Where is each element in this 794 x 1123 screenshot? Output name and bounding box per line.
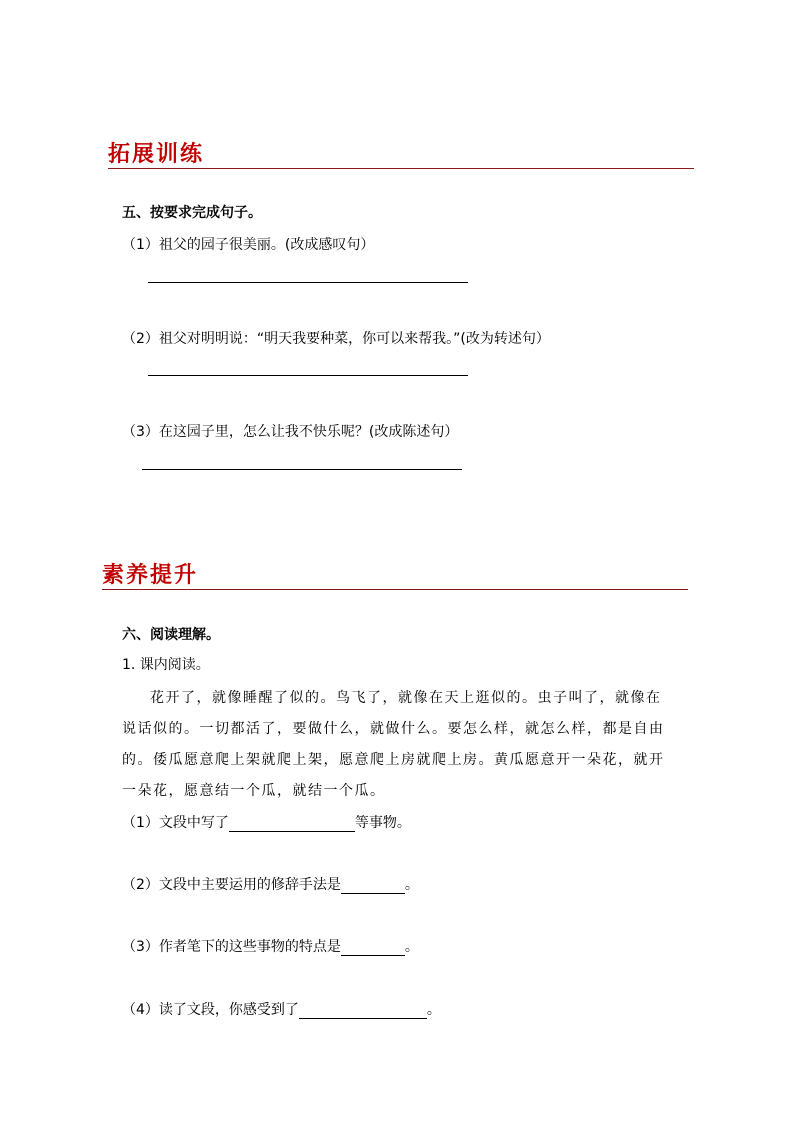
question-five-item-2: （2）祖父对明明说：“明天我要种菜，你可以来帮我。”(改为转述句） — [122, 331, 550, 347]
item-prompt: （1）文段中写了 — [122, 815, 229, 831]
question-five-heading: 五、按要求完成句子。 — [122, 205, 262, 221]
answer-blank[interactable] — [341, 879, 405, 894]
question-five-item-3: （3）在这园子里，怎么让我不快乐呢？(改成陈述句） — [122, 424, 459, 440]
answer-line-5-3[interactable] — [142, 469, 462, 470]
question-six-heading: 六、阅读理解。 — [122, 627, 220, 643]
question-six-item-1 — [122, 814, 411, 832]
item-suffix: 。 — [404, 939, 419, 955]
reading-passage: 花开了，就像睡醒了似的。鸟飞了，就像在天上逛似的。虫子叫了，就像在说话似的。一切都活了，要做什么，就做什么。要怎么样，就怎么样，都是自由的。倭瓜愿意爬上架就爬上架，愿意爬上房就爬上房。黄瓜愿意开一朵花，就开一朵花，愿意结一个瓜，就结一个瓜。 — [122, 690, 665, 799]
item-suffix: 。 — [404, 877, 419, 893]
item-prompt: （3）作者笔下的这些事物的特点是 — [122, 939, 341, 955]
item-suffix: 等事物。 — [354, 815, 411, 831]
question-five-item-1: （1）祖父的园子很美丽。(改成感叹句） — [122, 237, 375, 253]
section-divider — [108, 168, 694, 169]
question-six-item-3 — [122, 938, 419, 956]
section-title-extension-training: 拓展训练 — [108, 142, 205, 167]
question-six-item-2 — [122, 876, 419, 894]
answer-blank[interactable] — [341, 941, 405, 956]
item-prompt: （2）文段中主要运用的修辞手法是 — [122, 877, 341, 893]
answer-blank[interactable] — [299, 1004, 427, 1019]
item-suffix: 。 — [426, 1002, 441, 1018]
item-prompt: （4）读了文段，你感受到了 — [122, 1002, 299, 1018]
section-divider — [102, 589, 688, 590]
answer-line-5-1[interactable] — [148, 282, 468, 283]
question-six-subheading: 1. 课内阅读。 — [122, 657, 210, 673]
answer-blank[interactable] — [229, 817, 355, 832]
answer-line-5-2[interactable] — [148, 375, 468, 376]
section-title-literacy-improvement: 素养提升 — [102, 563, 199, 588]
question-six-item-4 — [122, 1001, 441, 1019]
